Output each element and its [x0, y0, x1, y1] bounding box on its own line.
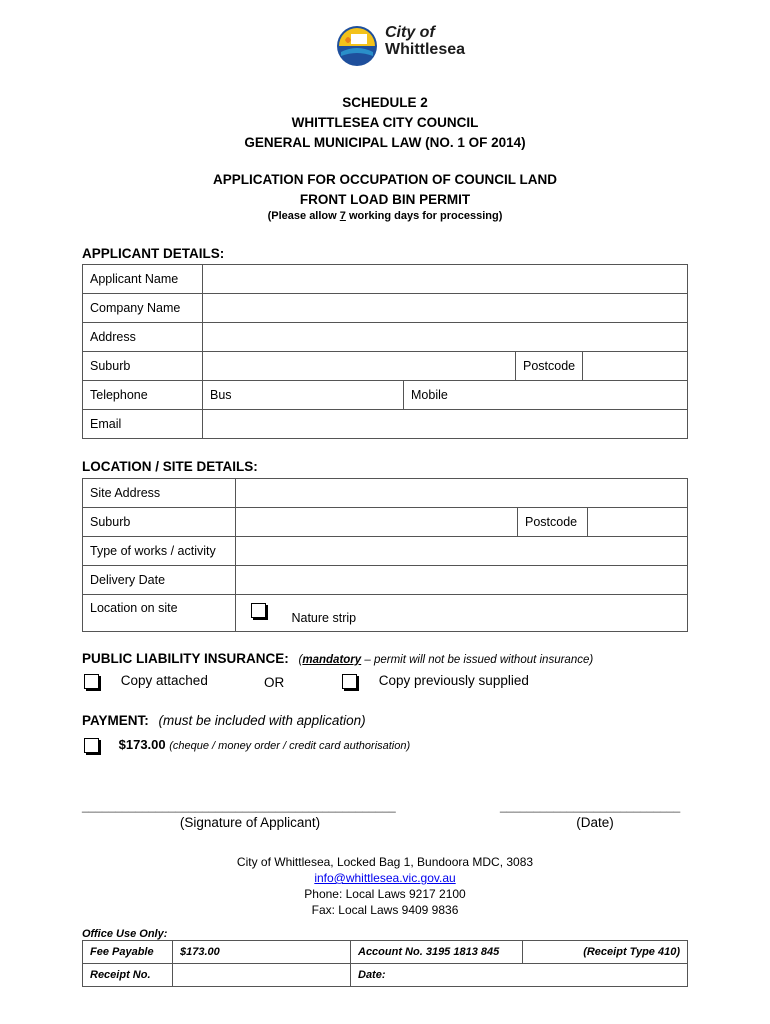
postcode-label: Postcode	[516, 352, 583, 381]
delivery-date-label: Delivery Date	[83, 566, 236, 595]
insurance-note	[299, 654, 594, 666]
table-row	[83, 352, 688, 381]
table-row	[83, 381, 688, 410]
table-row	[83, 964, 688, 987]
payment-checkbox[interactable]	[84, 738, 99, 753]
bus-label: Bus	[210, 388, 232, 402]
address-label: Address	[83, 323, 203, 352]
mobile-label: Mobile	[411, 388, 448, 402]
site-address-field[interactable]	[236, 479, 688, 508]
logo-line2: Whittlesea	[385, 41, 466, 58]
form-title-line1: APPLICATION FOR OCCUPATION OF COUNCIL LAND	[213, 172, 557, 187]
table-row	[83, 941, 688, 964]
type-of-works-label: Type of works / activity	[83, 537, 236, 566]
location-on-site-field	[236, 595, 688, 632]
payment-title: PAYMENT:	[82, 713, 149, 728]
date-line: ___________________________	[500, 799, 681, 813]
postcode-field[interactable]	[583, 352, 688, 381]
suburb-field[interactable]	[203, 352, 516, 381]
telephone-label: Telephone	[83, 381, 203, 410]
header-block	[0, 93, 770, 153]
site-suburb-label: Suburb	[83, 508, 236, 537]
council-logo	[335, 24, 485, 68]
email-field[interactable]	[203, 410, 688, 439]
table-row	[83, 508, 688, 537]
processing-note	[0, 210, 770, 222]
table-row	[83, 265, 688, 294]
bus-phone-field[interactable]	[203, 381, 404, 410]
account-number: Account No. 3195 1813 845	[351, 941, 523, 964]
table-row	[83, 595, 688, 632]
logo-line1: City of	[385, 24, 435, 41]
office-date-label: Date:	[358, 969, 386, 981]
receipt-type: (Receipt Type 410)	[523, 941, 688, 964]
company-name-field[interactable]	[203, 294, 688, 323]
table-row	[83, 566, 688, 595]
date-label: (Date)	[576, 815, 614, 830]
contact-phone: Phone: Local Laws 9217 2100	[304, 887, 466, 901]
signature-label: (Signature of Applicant)	[179, 815, 321, 830]
receipt-no-field[interactable]	[173, 964, 351, 987]
office-use-title: Office Use Only:	[82, 928, 168, 940]
location-on-site-label: Location on site	[83, 595, 236, 632]
city-emblem-icon	[335, 24, 381, 68]
logo-text	[385, 24, 465, 58]
table-row	[83, 294, 688, 323]
mobile-phone-field[interactable]	[404, 381, 688, 410]
office-date-field[interactable]	[351, 964, 688, 987]
table-row	[83, 537, 688, 566]
contact-fax: Fax: Local Laws 9409 9836	[311, 903, 459, 917]
copy-attached-checkbox[interactable]	[84, 674, 99, 689]
copy-attached-label: Copy attached	[120, 673, 208, 688]
table-row	[83, 323, 688, 352]
header-schedule: SCHEDULE 2	[342, 95, 428, 110]
insurance-note-pre: (	[298, 654, 303, 666]
form-title-line2: FRONT LOAD BIN PERMIT	[299, 192, 471, 207]
receipt-no-label: Receipt No.	[83, 964, 173, 987]
signature-line: _______________________________________________	[82, 799, 396, 813]
or-label: OR	[264, 675, 285, 690]
payment-note: (must be included with application)	[158, 713, 366, 728]
type-of-works-field[interactable]	[236, 537, 688, 566]
payment-amount: $173.00	[118, 737, 166, 752]
payment-methods: (cheque / money order / credit card authorisation)	[169, 740, 411, 752]
payment-option	[84, 737, 410, 753]
insurance-title: PUBLIC LIABILITY INSURANCE:	[82, 651, 289, 666]
header-council: WHITTLESEA CITY COUNCIL	[291, 115, 479, 130]
contact-email-link[interactable]: info@whittlesea.vic.gov.au	[314, 871, 456, 885]
header-law: GENERAL MUNICIPAL LAW (NO. 1 OF 2014)	[244, 135, 526, 150]
insurance-note-post: – permit will not be issued without insurance)	[361, 654, 594, 666]
insurance-mandatory: mandatory	[302, 654, 362, 666]
address-field[interactable]	[203, 323, 688, 352]
site-suburb-field[interactable]	[236, 508, 518, 537]
company-name-label: Company Name	[83, 294, 203, 323]
location-details-title: LOCATION / SITE DETAILS:	[82, 459, 258, 474]
fee-payable-label: Fee Payable	[83, 941, 173, 964]
applicant-name-field[interactable]	[203, 265, 688, 294]
processing-note-post: working days for processing)	[345, 210, 503, 222]
applicant-table	[82, 264, 688, 439]
site-postcode-field[interactable]	[588, 508, 688, 537]
location-table	[82, 478, 688, 632]
fee-value: $173.00	[173, 941, 351, 964]
contact-block	[0, 854, 770, 918]
email-label: Email	[83, 410, 203, 439]
insurance-options	[84, 673, 684, 689]
site-postcode-label: Postcode	[518, 508, 588, 537]
processing-note-pre: (Please allow	[267, 210, 340, 222]
copy-previously-checkbox[interactable]	[342, 674, 357, 689]
applicant-name-label: Applicant Name	[83, 265, 203, 294]
processing-days: 7	[339, 210, 346, 222]
nature-strip-label: Nature strip	[291, 611, 357, 625]
delivery-date-field[interactable]	[236, 566, 688, 595]
contact-address: City of Whittlesea, Locked Bag 1, Bundoora MDC, 3083	[236, 855, 534, 869]
site-address-label: Site Address	[83, 479, 236, 508]
insurance-heading	[82, 651, 593, 666]
applicant-details-title: APPLICANT DETAILS:	[82, 246, 225, 261]
table-row	[83, 410, 688, 439]
suburb-label: Suburb	[83, 352, 203, 381]
form-title	[0, 170, 770, 210]
copy-previously-label: Copy previously supplied	[378, 673, 529, 688]
table-row	[83, 479, 688, 508]
nature-strip-checkbox[interactable]	[251, 603, 266, 618]
payment-heading	[82, 713, 366, 728]
office-use-table	[82, 940, 688, 987]
